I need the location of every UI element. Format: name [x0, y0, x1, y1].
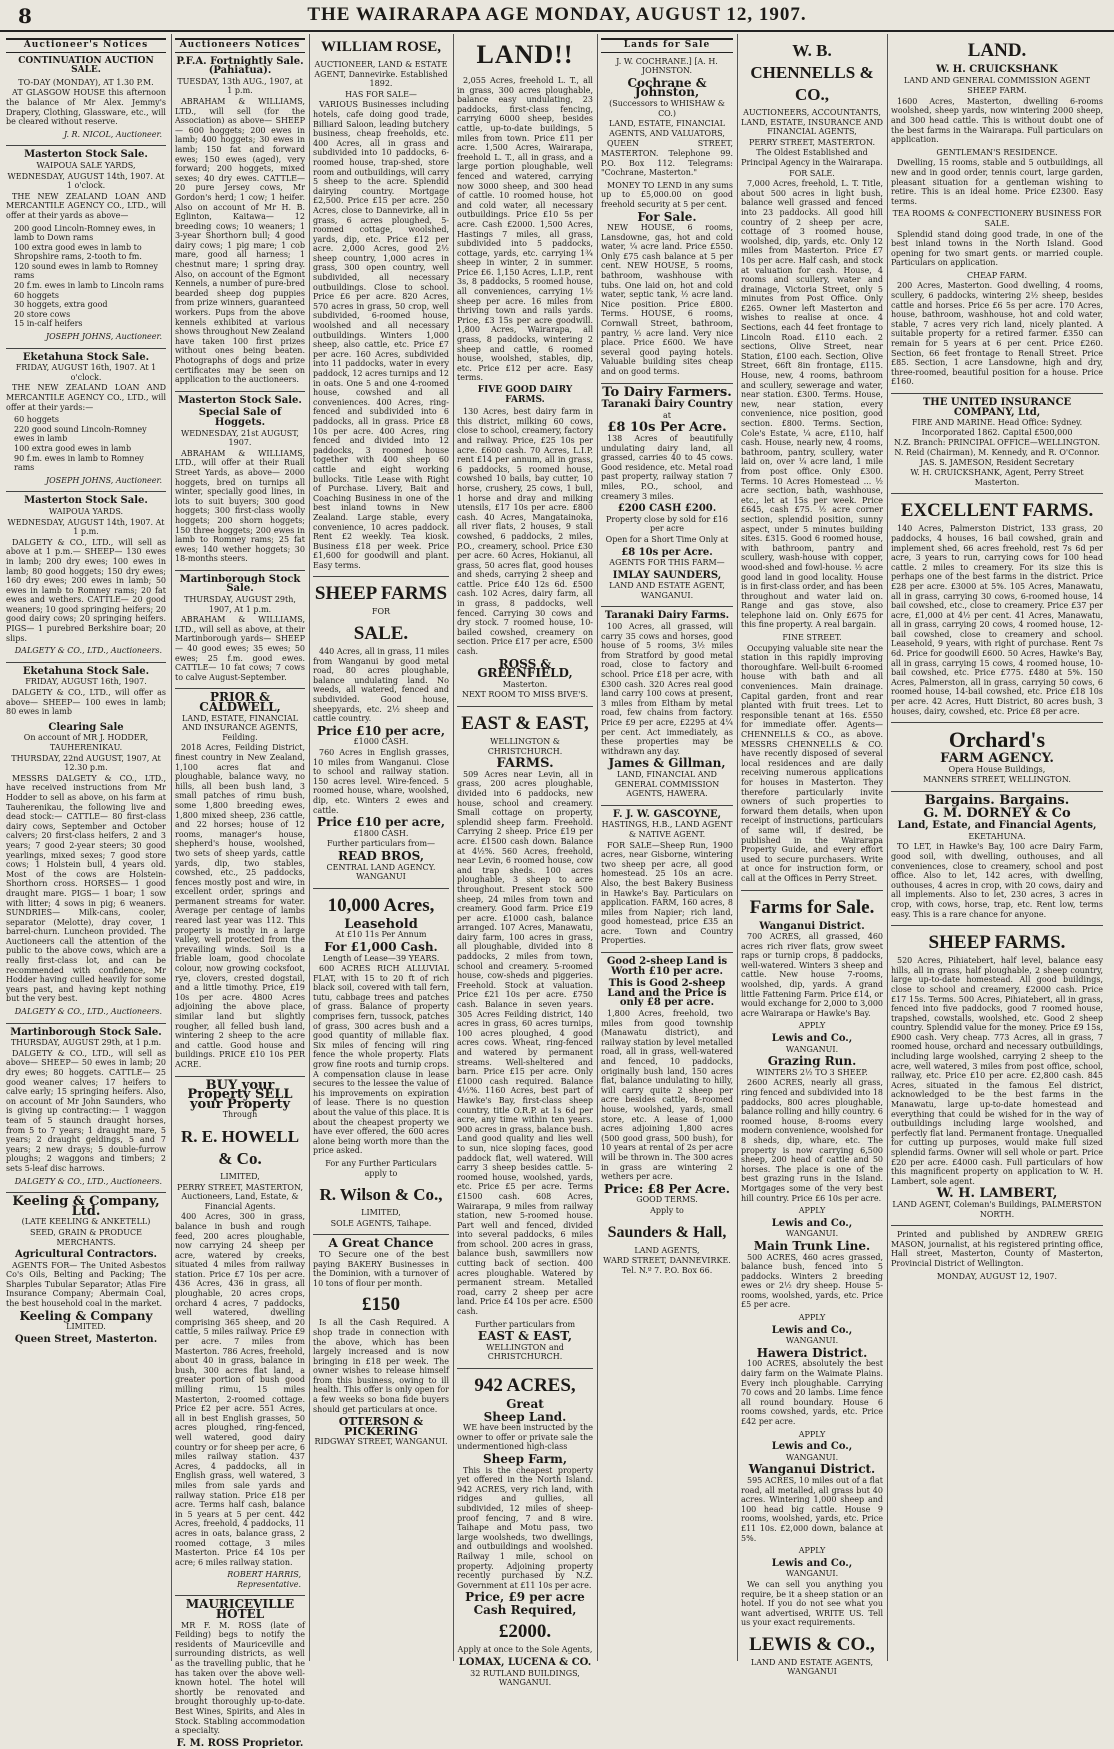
column-4	[457, 34, 593, 1688]
divider	[6, 662, 166, 663]
imprint: Printed and published by ANDREW GREIG MASON, journalist, at his registered printing office, Hall street, Masterton, County of Masterton, Provincial District of Wellington. MONDAY, AUGUST 12, 1907.	[891, 1230, 1103, 1281]
column-7	[891, 34, 1103, 1661]
masterton-stock-sale-ad: Masterton Stock Sale. WAIPOUA SALE YARDS, WEDNESDAY, AUGUST 14th, 1907. At 1 o'clock. THE NEW ZEALAND LOAN AND MERCANTILE AGENCY CO., LTD., will offer at their yards as above— 200 good Lincoln-Romney ewes, in lamb to Down rams 100 extra good ewes in lamb to Shropshire rams, 2-tooth to fm. 120 sound ewes in lamb to Romney rams 20 f.m. ewes in lamb to Lincoln rams 60 hoggets 30 hoggets, extra good 20 store cows 15 in-calf heifers JOSEPH JOHNS, Auctioneer.	[6, 149, 166, 342]
martinborough-sale-ad: Martinborough Stock Sale. THURSDAY, AUGUST 29th, 1907, At 1 p.m. ABRAHAM & WILLIAMS, LTD., will sell as above, at their Martinborough yards— SHEEP— 40 good ewes; 35 ewes; 50 ewes; 25 f.m. good ewes. CATTLE— 10 fat cows; 7 cows to calve August-September.	[175, 573, 305, 682]
excellent-farms-ad: EXCELLENT FARMS. 140 Acres, Palmerston District, 133 grass, 20 paddocks, 4 houses, 16 bail cowshed, grain and implement shed, 66 acres freehold, rest 7s 6d per acre, 3 years to run, carrying cows for 100 head cattle. 2 miles to creamery. For its size this is perhaps one of the best farms in the district. Price £28 per acre. £3000 at 5%. 105 Acres, Manawatu, all in grass, carrying 30 cows, 6-roomed house, 14 bail cowshed, etc., close to creamery. Price £37 per acre, £1,000 at 4½ per cent. 41 Acres, Manawatu, all in grass, carrying 20 cows, 4 roomed house, 12-bail cowshed, close to creamery and school. Leasehold, 9 years, with right of purchase. Rent 7s 6d. Price for goodwill £600. 50 Acres, Hawke's Bay, all in grass, carrying 15 cows, 4 roomed house, 10-bail cowshed, etc. Price £775. £480 at 5%. 150 Acres, Palmerston, all in grass, carrying 50 cows, 6 roomed house, 14-bail cowshed, etc. Price £18 10s per acre. 42 Acres, Hutt District, 80 acres bush, 3 houses, dairy, cowshed, etc. Price £8 per acre.	[891, 500, 1103, 716]
hoggets-sale-ad: Masterton Stock Sale. Special Sale of Hoggets. WEDNESDAY, 21st AUGUST, 1907. ABRAHAM & WILLIAMS, LTD., will offer at their Ruall Street Yards, as above— 2000 hoggets, bred on turnips all winter, specially good lines, in lots to suit buyers; 300 good hoggets; 300 first-class woolly hoggets; 200 shorn hoggets; 150 three hoggets; 200 ewes in lamb to Romney rams; 25 fat ewes; 140 wether hoggets; 30 18-months steers.	[175, 394, 305, 564]
lambert-ad: SHEEP FARMS. 520 Acres, Pihiatebert, half level, balance easy hills, all in grass, half ploughable, 2 sheep country, large up-to-date homestead. All good buildings, close to school and creamery, £2000 cash. Price £17 15s. Terms. 500 Acres, Pihiatebert, all in grass, fenced into five paddocks, good 7 roomed house, trapshed, cowstalls, woolshed, etc. Good 2 sheep country. Splendid value for the money. Price £9 15s, £900 cash. Very cheap. 773 Acres, all in grass, 7 roomed house, orchard and necessary outbuildings, including large woolshed, carrying 2 sheep to the acre, well watered, 3 miles from post office, school, railway, etc. Price £10 per acre. £2,800 cash. 845 Acres, situated in the famous Eel district, acknowledged to be the best farms in the Manawatu, large up-to-date homestead and everything that could be wished for in the way of outbuildings including large woolshed, and perfectly flat land. Permanent frontage. Unequalled for cutting up purposes, would make full sized splendid farms. Owner will sell whole or part. Price £20 per acre. £4000 cash. Full particulars of how this magnificent property on application to W. H. Lambert, sole agent. W. H. LAMBERT, LAND AGENT, Coleman's Buildings, PALMERSTON NORTH.	[891, 932, 1103, 1219]
divider	[175, 1595, 305, 1596]
sheep-land-ad: 942 ACRES, Great Sheep Land. WE have been instructed by the owner to offer or private sale the undermentioned high-class Sheep Farm, This is the cheapest property yet offered in the North Island. 942 ACRES, very rich land, with ridges and gullies, all subdivided, 12 miles of sheep-proof fencing, 7 and 8 wire. Taihape and Motu pass, two large woolsheds, two dwellings, and outbuildings and woolshed. Railway 1 mile, school on property. Adjoining property recently purchased by N.Z. Government at £11 10s per acre. Price, £9 per acre Cash Required, £2000. Apply at once to the Sole Agents, LOMAX, LUCENA & CO. 32 RUTLAND BUILDINGS, WANGANUI.	[457, 1375, 593, 1688]
column-rule	[309, 34, 310, 1661]
sheep-farms-ad: SHEEP FARMS FOR SALE. 440 Acres, all in grass, 11 miles from Wanganui by good metal road, 80 acres ploughable, balance undulating land. No weeds, all watered, fenced and subdivided. Good house, sheepyards, etc. 2½ sheep and cattle country. Price £10 per acre, £1000 CASH. 760 Acres in English grasses, 10 miles from Wanganui. Close to school and railway station. 150 acres level. Wire-fenced. 5 roomed house, whare, woolshed, dip, etc. Winters 2 ewes and cattle. Price £10 per acre, £1800 CASH. Further particulars from— READ BROS, CENTRAL LAND AGENCY. WANGANUI	[313, 583, 449, 882]
divider	[175, 688, 305, 689]
newspaper-title: THE WAIRARAPA AGE MONDAY, AUGUST 12, 1907.	[307, 4, 807, 25]
taranaki-dairy-farms-ad: Taranaki Dairy Farms. 100 Acres, all grassed, will carry 35 cows and horses, good house of 5 rooms, 3½ miles from Stratford by good metal road, close to factory and school. Price £18 per acre, with £300 cash. 320 Acres real good land carry 100 cows at present, 3 miles from Eltham by metal road, few chains from factory. Price £9 per acre, £2295 at 4¼ per cent. Act immediately, as these properties may be withdrawn any day. James & Gillman, LAND, FINANCIAL AND GENERAL COMMISSION AGENTS, HAWERA.	[601, 610, 733, 799]
eketahuna-stock-sale-ad: Eketahuna Stock Sale. FRIDAY, AUGUST 16th, 1907. At 1 o'clock. THE NEW ZEALAND LOAN AND MERCANTILE AGENCY CO., LTD., will offer at their yards:— 60 hoggets 220 good sound Lincoln-Romney ewes in lamb 100 extra good ewes in lamb 90 f.m. ewes in lamb to Romney rams JOSEPH JOHNS, Auctioneer.	[6, 351, 166, 485]
east-east-ad: EAST & EAST, WELLINGTON & CHRISTCHURCH. FARMS. 509 Acres near Levin, all in grass, 200 acres ploughable, divided into 6 paddocks, new house, school and creamery. Small cottage on property, splendid sheep farm. Freehold. Carrying 2 sheep. Price £19 per acre. £1500 cash down. Balance at 4½%. 560 Acres, freehold, near Levin, 6 roomed house, cow and trap sheds. 100 acres ploughable, 3 sheep to acre throughout. Present stock 500 sheep, 24 miles from town and creamery. Good farm. Price £19 per acre. £1000 cash, balance arranged. 107 Acres, Manawatu, dairy farm, 100 acres in grass, all ploughable, divided into 8 paddocks, 2 miles from town, school and creamery. 5-roomed house, cow-sheds and piggeries. Freehold. Stock at valuation. Price £21 10s per acre. £750 cash. Balance in seven years. 305 Acres Feilding district, 140 acres in grass, 60 acres turnips, 100 acres ploughed, 4 good acres cows. Wheat, ring-fenced and watered by permanent streams. Well-sheltered and barn. Price £15 per acre. Only £1000 cash required. Balance 4½%. 1160 Acres, best part of Hawke's Bay, first-class sheep country, title O.R.P. at 1s 6d per acre, any time within ten years. 900 acres in grass, balance bush. Land good quality and lies well to sun, nice sloping faces, good paddock flat, well watered. Will carry 3 sheep besides cattle. 5-roomed house, woolshed, yards, etc. Price £5 per acre. Terms £1500 cash. 608 Acres, Wairarapa, 9 miles from railway station, new 5-roomed house. Part well and fenced, divided into several paddocks, 6 miles from school. 200 acres in grass, balance bush, sawmillers now cutting back of section. 400 acres ploughable. Watered by permanent stream. Metalled road, carry 2 sheep per acre land. Price £4 10s per acre. £500 cash. Further particulars from EAST & EAST, WELLINGTON and CHRISTCHURCH.	[457, 713, 593, 1362]
column-rule	[737, 34, 738, 1661]
column-rule	[597, 34, 598, 1661]
leasehold-ad: 10,000 Acres, Leasehold At £10 11s Per Annum For £1,000 Cash. Length of Lease—39 YEARS. 600 ACRES RICH ALLUVIAL FLAT, with 15 to 20 ft of rich black soil, covered with tall fern, tutu, cabbage trees and patches of grass. Balance of property comprises fern, tussock, patches of grass, 300 acres bush and a good quantity of millable flax. Six miles of fencing will ring fence the whole property. Flats grow fine roots and turnip crops. A compensation clause in lease secures to the lessee the value of his improvements on expiration of lease. There is no question about the value of this place. It is about the cheapest property we have ever offered, the 600 acres alone being worth more than the price asked. For any Further Particulars apply to R. Wilson & Co., LIMITED, SOLE AGENTS, Taihape.	[313, 894, 449, 1228]
divider	[175, 570, 305, 571]
divider	[891, 925, 1103, 926]
martinborough-stock-sale-ad: Martinborough Stock Sale. THURSDAY, AUGUST 29th, at 1 p.m. DALGETY & CO., LTD., will sell as above— SHEEP— 50 ewes in lamb; 20 dry ewes; 80 hoggets. CATTLE— 25 good weaner calves; 17 heifers to calve early; 15 springing heifers. Also, on account of Mr John Saunders, who is giving up contracting:— 1 waggon team of 5 staunch draught horses, from 5 to 7 years; 1 draught mare, 5 years; 2 draught geldings, 5 and 7 years; 2 new drays; 5 double-furrow ploughs; 2 waggons and timbers; 2 sets 5-leaf disc harrows. DALGETY & CO., LTD., Auctioneers.	[6, 1026, 166, 1186]
column-3	[313, 34, 449, 1661]
howell-ad: BUY your Property SELL your Property Through R. E. HOWELL & Co. LIMITED, PERRY STREET, MASTERTON, Auctioneers, Land, Estate, & Financial Agents. 400 Acres, 300 in grass, balance in bush and rough feed, 200 acres ploughable, now carrying 24 sheep per acre, watered by creeks, situated 4 miles from railway station. Price £7 10s per acre. 436 Acres, 436 in grass, all ploughable, 20 acres crops, orchard 4 acres, 7 paddocks, well watered, dwelling comprising 365 sheep, and 20 cattle, 5 miles railway. Price £9 per acre. 7 miles from Masterton. 786 Acres, freehold, about 40 in grass, balance in bush, 300 acres flat land, a greater portion of bush good milling rimu, 15 miles Masterton, 2-roomed cottage. Price £2 per acre. 551 Acres, all in best English grasses, 50 acres ploughed, ring-fenced, well watered, good dairy country or for sheep per acre, 6 miles railway station. 437 Acres, 4 paddocks, all in English grass, well watered, 3 miles from sale yards and railway station. Price £18 per acre. Terms half cash, balance in 5 years at 5 per cent. 442 Acres, freehold, 4 paddocks, 11 acres in oats, balance grass, 2 roomed cottage, 3 miles Masterton. Price £4 10s per acre; 6 miles railway station. ROBERT HARRIS, Representative.	[175, 1077, 305, 1589]
divider	[6, 1192, 166, 1193]
divider	[313, 576, 449, 577]
page-number: 8	[18, 4, 32, 28]
section-bar: Auctioneer's Notices	[6, 38, 166, 53]
cochrane-johnston-ad: J. W. COCHRANE.] [A. H. JOHNSTON. Cochrane & Johnston, (Successors to WHISHAW & CO.) LAND, ESTATE, FINANCIAL AGENTS, AND VALUATORS, QUEEN STREET, MASTERTON. Telephone 99. P.O. Box 112. Telegrams: "Cochrane, Masterton." MONEY TO LEND in any sums up to £5,000.00 on good freehold security at 5 per cent. For Sale. NEW HOUSE, 6 rooms, Lansdowne, gas, hot and cold water, ¼ acre land. Price £550. Only £75 cash balance at 5 per cent. NEW HOUSE, 5 rooms, bathroom, washhouse with tubs. One laid on, hot and cold water, septic tank, ½ acre land. Nice position. Price £800. Terms. HOUSE, 6 rooms, Cornwall Street, bathroom, pantry, ½ acre land. Very nice place. Price £600. We have several good paying hotels. Valuable building sites cheap and on good terms.	[601, 56, 733, 376]
divider	[313, 888, 449, 889]
column-rule	[887, 34, 888, 1661]
column-rule	[453, 34, 454, 1661]
lewis-farms-ad: Farms for Sale. Wanganui District. 700 ACRES, all grassed, 460 acres rich river flats, grow sweet raps or turnip crops, 8 paddocks, well-watered. Winters 3 sheep and cattle. New house 7-rooms, woolshed, dip, yards. A grand little Fattening Farm. Price £14, or would exchange for 2,000 to 3,000 acre Wairarapa or Hawke's Bay. APPLY Lewis and Co., WANGANUI. Grazing Run. WINTERS 2½ TO 3 SHEEP. 2600 ACRES, nearly all grass, ring fenced and subdivided into 18 paddocks, 800 acres ploughable, balance rolling and hilly country. 6 roomed house, 8-rooms every modern convenience, woolshed for 8 sheds, dip, whare, etc. The property is now carrying 6,500 sheep, 200 head of cattle and 50 horses. The place is one of the best grazing runs in the Island. Mortgages some of the very best hill country. Price £6 10s per acre. APPLY Lewis and Co., WANGANUI. Main Trunk Line. 500 ACRES, 460 acres grassed, balance bush, fenced into 5 paddocks. Winters 2 breeding ewes or 2½ dry sheep. House 5-rooms, woolshed, yards, etc. Price £5 per acre. APPLY Lewis and Co., WANGANUI. Hawera District. 100 ACRES, absolutely the best dairy farm on the Waimate Plains. Every inch ploughable. Carrying 70 cows and 20 lambs. Lime fence all round boundary. House 6 rooms cowshed, yards, etc. Price £42 per acre. APPLY Lewis and Co., WANGANUI. Wanganui District. 595 ACRES, 10 miles out of a flat road, all metalled, all grass but 40 acres. Wintering 1,000 sheep and 100 head big cattle. House 9 rooms, woolshed, yards, etc. Price £11 10s. £2,000 down, balance at 5%. APPLY Lewis and Co., WANGANUI. We can sell you anything you require, be it a sheep station or an hotel. If you do not see what you want advertised, WRITE US. Tell us your exact requirements. LEWIS & CO., LAND AND ESTATE AGENTS, WANGANUI	[741, 896, 883, 1677]
divider	[6, 1023, 166, 1024]
continuation-auction-ad: CONTINUATION AUCTION SALE. TO-DAY (MONDAY), AT 1.30 P.M. AT GLASGOW HOUSE this afternoon the balance of Mr Alex. Jemmy's Drapery, Clothing, Glassware, etc., will be cleared without reserve. J. R. NICOL, Auctioneer.	[6, 55, 166, 139]
divider	[891, 493, 1103, 494]
prior-caldwell-ad: PRIOR & CALDWELL, LAND, ESTATE, FINANCIAL AND INSURANCE AGENTS, Feilding. 2018 Acres, Feilding District, finest country in New Zealand, 1,100 acres flat and ploughable, balance wavy, no hills, all been bush land, 3 small patches of rimu bush, some 1,800 breeding ewes, 1,800 mixed sheep, 236 cattle, and 22 horses; house of 12 rooms, manager's house, shepherd's house, woolshed, two sets of sheep yards, cattle yards, dip, two stables, cowshed, etc., 25 paddocks, fences mostly post and wire, in excellent order, springs and permanent streams for water. Average per centage of lambs reared last year was 112. This property is mostly in a large valley, well protected from the prevailing winds. Soil is a friable loam, good chocolate colour, now growing cocksfoot, rye, clovers, crested dogstail, and a little timothy. Price, £19 10s per acre. 4800 Acres adjoining the above place, similar land but slightly rougher, all felled bush land, wintering 2 sheep to the acre and cattle. Good house and buildings. PRICE £10 10s PER ACRE.	[175, 690, 305, 1069]
divider	[741, 890, 883, 891]
divider	[6, 348, 166, 349]
cruickshank-ad: LAND. W. H. CRUICKSHANK LAND AND GENERAL COMMISSION AGENT SHEEP FARM. 1600 Acres, Masterton, dwelling 6-rooms woolshed, sheep yards, now wintering 2000 sheep, and 300 head cattle. This is without doubt one of the best farms in the Wairarapa. Full particulars on application. GENTLEMAN'S RESIDENCE. Dwelling, 15 rooms, stable and 5 outbuildings, all new and in good order, tennis court, large garden, pleasant situation for a gentleman wishing to retire. This is an ideal home. Price £2300. Easy terms. TEA ROOMS & CONFECTIONERY BUSINESS FOR SALE. Splendid stand doing good trade, in one of the best inland towns in the North Island. Good opening for two smart gents. or married couple. Particulars on application. CHEAP FARM. 200 Acres, Masterton. Good dwelling, 4 rooms, scullery, 6 paddocks, wintering 2½ sheep, besides cattle and horses. Price £6 5s per acre. 170 Acres, house, bathroom, washhouse, hot and cold water, stable, 7 acres very rich land, nicely planted. A suitable property for a retired farmer. £350 can remain for 5 years at 6 per cent. Price £260. Section, 66 feet frontage to Renall Street. Price £85. Section, 1 acre Lansdowne, high and dry, three-roomed, beautiful position for a house. Price £160.	[891, 40, 1103, 387]
section-bar: Lands for Sale	[601, 38, 733, 53]
orchards-agency-ad: Orchard's FARM AGENCY. Opera House Buildings, MANNERS STREET, WELLINGTON.	[923, 727, 1071, 785]
divider	[601, 805, 733, 806]
section-bar: Auctioneers Notices	[175, 38, 305, 53]
divider	[175, 391, 305, 392]
masthead	[0, 0, 1114, 32]
clearing-sale-ad: Clearing Sale On account of MR J. HODDER, TAUHERENIKAU. THURSDAY, 22nd AUGUST, 1907, At 12.30 p.m. MESSRS DALGETY & CO., LTD., have received instructions from Mr Hodder to sell as above, on his farm at Tauherenikau, the following live and dead stock:— CATTLE— 80 first-class dairy cows, September and October calvers; 20 first-class heifers, 2 and 3 years; 7 good 2-year steers; 30 good yearlings, mixed sexes; 7 good store cows; 1 Holstein bull, 4 years old. Most of the cows are Holstein-Shorthorn cross. HORSES— 1 good draught mare. PIGS— 1 boar; 1 sow with litter; 4 sows in pig; 6 weaners. SUNDRIES— Milk-cans, cooler, separator (Melotte), dray cover, 1 barrel-churn. Luncheon provided. The Auctioneers call the attention of the public to the above cows, which are a really first-class lot, and can be recommended with confidence, Mr Hodder having culled heavily for some years past, and having kept nothing but the very best. DALGETY & CO., LTD., Auctioneers.	[6, 721, 166, 1017]
dairy-farmers-ad: To Dairy Farmers. Taranaki Dairy Country at £8 10s Per Acre. 138 Acres of beautifully undulating dairy land, all grassed, carries 40 to 45 cows. Good residence, etc. Metal road past property, railway station 7 miles, P.O., school, and creamery 3 miles. £200 CASH £200. Property close by sold for £16 per acre Open for a Short Time Only at £8 10s per Acre. AGENTS FOR THIS FARM— IMLAY SAUNDERS, LAND AND ESTATE AGENT, WANGANUI.	[601, 384, 733, 600]
divider	[6, 145, 166, 146]
column-rule	[171, 34, 172, 1661]
divider	[601, 606, 733, 607]
divider	[601, 383, 733, 384]
keeling-company-ad: Keeling & Company, Ltd. (LATE KEELING & ANKETELL) SEED, GRAIN & PRODUCE MERCHANTS. Agricultural Contractors. AGENTS FOR— The United Asbestos Co's Oils, Belting and Packing; The Sharples Tubular Separator; Atlas Fire Insurance Company; Abermain Coal, the best household coal in the market. Keeling & Company LIMITED. Queen Street, Masterton.	[6, 1194, 166, 1345]
column-1	[6, 34, 166, 1661]
masterton-stock-sale-2-ad: Masterton Stock Sale. WAIPOUA YARDS. WEDNESDAY, AUGUST 14th, 1907. At 1 p.m. DALGETY & CO., LTD., will sell as above at 1 p.m.— SHEEP— 130 ewes in lamb; 200 dry ewes; 100 ewes in lamb; 80 good hoggets; 150 dry ewes; 160 dry ewes; 200 ewes in lamb; 50 ewes in lamb to Romney rams; 20 fat ewes and wethers. CATTLE— 20 good weaners; 10 good springing heifers; 20 good dairy cows; 20 springing heifers. PIGS— 1 purebred Berkshire boar; 20 slips. DALGETY & CO., LTD., Auctioneers.	[6, 495, 166, 656]
saunders-hall-ad: Good 2-sheep Land is Worth £10 per acre. This is Good 2-sheep Land and the Price is only £8 per acre. 1,800 Acres, freehold, two miles from good township (Manawatu district), and railway station by level metalled road, all in grass, well-watered and fenced, 10 paddocks, originally bush land, 150 acres flat, balance undulating to hilly, will carry quite 2 sheep per acre besides cattle, 8-roomed house, woolshed, yards, small store, etc. A lease of 1,000 acres adjoining 1,800 acres (500 good grass, 500 bush), for 10 years at rental of 2s per acre will be thrown in. The 300 acres in grass are wintering 2 wethers per acre. Price: £8 Per Acre. GOOD TERMS. Apply to Saunders & Hall, LAND AGENTS, WARD STREET, DANNEVIRKE. Tel. N.º 7. P.O. Box 66.	[601, 956, 733, 1275]
divider	[6, 491, 166, 492]
divider	[457, 706, 593, 707]
william-rose-ad: WILLIAM ROSE, AUCTIONEER, LAND & ESTATE AGENT, Dannevirke. Established 1892. HAS FOR SALE— VARIOUS Businesses including hotels, cafe doing good trade, Billiard Saloon, leading butchery business, cheap freeholds, etc. 400 Acres, all in grass and subdivided into 10 paddocks, 6-roomed house, trap-shed, store room and outbuildings, will carry 5 sheep to the acre. Splendid dairying country. Mortgage £2,500. Price £15 per acre. 250 Acres, close to Dannevirke, all in grass, 6 acres ploughed, 5-roomed cottage, woolshed, yards, dip, etc. Price £12 per acre. 2,000 Acres, good 2½ sheep country, 1,000 acres in grass, 300 open country, well subdivided, all necessary outbuildings. Close to school. Price £6 per acre. 820 Acres, 570 acres in grass, 50 crop, well subdivided, 6-roomed house, woolshed and all necessary outbuildings. Winters 1,000 sheep, also cattle, etc. Price £7 per acre. 160 Acres, subdivided into 11 paddocks, water in every paddock, 12 acres turnips and 12 in oats. One 5 and one 4-roomed house, cowshed and all conveniences. 400 Acres, ring-fenced and subdivided into 6 paddocks, all in grass. Price £8 10s per acre. 400 Acres, ring fenced and divided into 12 paddocks, 3 roomed house together with 400 sheep 60 cattle and eight working bullocks. Title Lease with Right of Purchase. Livery, Bait and Coaching Business in one of the best inland towns in New Zealand. Large stable, every convenience, 10 acres paddock. Rent £2 weekly. Tea kiosk. Business £18 per week. Price £1,600 for goodwill and plant. Easy terms.	[313, 39, 449, 570]
mauriceville-hotel-ad: MAURICEVILLE HOTEL MR F. M. ROSS (late of Feilding) begs to notify the residents of Mauriceville and surrounding districts, as well as the travelling public, that he has taken over the above well-known hotel. The hotel will shortly be renovated and brought thoroughly up-to-date. Best Wines, Spirits, and Ales in Stock. Stabling accommodation a specialty. F. M. ROSS Proprietor.	[175, 1597, 305, 1749]
eketahuna-stock-sale-2-ad: Eketahuna Stock Sale. FRIDAY, AUGUST 16th, 1907. DALGETY & CO., LTD., will offer as above— SHEEP— 100 ewes in lamb; 80 ewes in lamb	[6, 665, 166, 717]
divider	[601, 952, 733, 953]
divider	[457, 1368, 593, 1369]
divider	[175, 1076, 305, 1077]
divider	[891, 1225, 1103, 1226]
divider	[891, 722, 1103, 723]
dorney-ad: Bargains. Bargains. G. M. DORNEY & Co Land, Estate, and Financial Agents, EKETAHUNA. TO LET, in Hawke's Bay, 100 acre Dairy Farm, good soil, with dwelling, outhouses, and all conveniences, close to creamery, school and post office. Also to let, 142 acres, with dwelling, outhouses, 4 acres in crop, with 20 cows, dairy and all implements. Also to let, 230 acres, 3 acres in crop, with cows, horse, trap, etc. Rent low, terms easy. This is a rare chance for anyone.	[891, 793, 1103, 919]
column-5	[601, 34, 733, 1661]
divider	[891, 791, 1103, 792]
chennells-ad: W. B. CHENNELLS & CO., AUCTIONEERS, ACCOUNTANTS, LAND, ESTATE, INSURANCE AND FINANCIAL AGENTS, PERRY STREET, MASTERTON. The Oldest Established and Principal Agency in the Wairarapa. FOR SALE. 7,000 Acres, freehold, L. T. Title, about 500 acres in light bush, balance well grassed and fenced into 23 paddocks. All good hill country of 2 sheep per acre, cottage of 3 roomed house, woolshed, dip, yards, etc. Only 12 miles from Masterton. Price £7 10s per acre. Half cash, and stock at valuation for cash. House, 4 rooms and scullery, water and drainage, Victoria Street, only 5 minutes from Post Office. Only £265. Owner left Masterton and wishes to realise at once. 4 Sections, each 44 feet frontage to Lincoln Road. £110 each. 2 sections, Olive Street, near Station, £100 each. Section, Olive Street, 66ft 8in frontage, £115. House, new, 4 rooms, bathroom and scullery, sewerage and water, near station. £300. Terms. House, new, near station, every convenience, nice position, good section. £800. Terms. Section, Cole's Estate, ¼ acre, £110, half cash. House, nearly new, 4 rooms, bathroom, pantry, scullery, water laid on, over ¼ acre land, 1 mile from post office. Only £300. Terms. 10 Acres Homestead ... ½ acre section, bath, washhouse, etc., let at 15s per week. Price £645, cash £75. ½ acre corner section, splendid position, sunny aspect, under 5 minutes building sites. £315. Good 6 roomed house, with bathroom, pantry and scullery, wash-house with copper, wood-shed and fowl-house. ½ acre good land in good locality. House is in first-class order, and has been throughout and water laid on. Range and gas stove, also telephone laid on. Only £675 for this fine property. A real bargain. FINE STREET. Occupying valuable site near the station in this rapidly improving thoroughfare. Well-built 6-roomed house with bath and all conveniences. Main drainage. Capital garden, front and rear planted with fruit trees. Let to responsible tenant at 16s. £550 for immediate offer. Agents—CHENNELLS & CO., as above. MESSRS CHENNELLS & CO. have recently disposed of several local residences and are daily receiving numerous applications for houses in Masterton. They therefore particularly invite owners of such properties to forward them details, when upon receipt of instructions, particulars of same will, if desired, be published in the Wairarapa Property Guide, and every effort used to secure purchasers. Write at once for instruction form, or call at the Offices in Perry Street.	[741, 41, 884, 883]
column-6	[741, 34, 884, 1677]
pfa-sale-ad: P.F.A. Fortnightly Sale. (Pahiatua). TUESDAY, 13th AUG., 1907, at 1 p.m. ABRAHAM & WILLIAMS, LTD., will sell (for the Association) as above— SHEEP— 600 hoggets; 200 ewes in lamb; 400 hoggets; 30 ewes in lamb; 150 fat and forward ewes; 150 ewes (aged), very forward; 200 hoggets, mixed sexes; 40 dry ewes. CATTLE— 20 pure Jersey cows, Mr Gordon's herd; 1 cow; 1 heifer. Also on account of Mr H. B. Eglinton, Kaitawa— 12 breeding cows; 10 weaners; 1 3-year Shorthorn bull; 4 good dairy cows; 1 pig mare; 1 cob mare, good all harness; 1 chestnut mare; 1 spring dray. Also, on account of the Egmont Kennels, a number of pure-bred bearded sheep dog puppies from prize winners, guaranteed workers. Pups from the above kennels exhibited at various shows throughout New Zealand have taken 100 first prizes without ones being beaten. Photographs of dogs and prize certificates may be seen on application to the auctioneers.	[175, 55, 305, 385]
land-ad: LAND!! 2,055 Acres, freehold L. T., all in grass, 300 acres ploughable, balance easy undulating, 23 paddocks, first-class fencing, carrying 6000 sheep, besides cattle, up-to-date buildings, 5 miles from town. Price £11 per acre. 1,500 Acres, Wairarapa, freehold L. T., all in grass, and a large portion ploughable, well fenced and watered, carrying now 3000 sheep, and 300 head of cattle. 10 roomed house, hot and cold water, all necessary outbuildings. Price £10 5s per acre. Cash £2000. 1,500 Acres, Hastings 7 miles, all grass, subdivided into 5 paddocks, cottage, yards, etc. carrying 1¾ sheep in winter, 2 in summer. Price £6. 1,150 Acres, L.I.P., rent 3s, 8 paddocks, 5 roomed house, all conveniences, carrying 1½ sheep per acre. 16 miles from thriving town and rails yards. Price, £3 15s per acre goodwill. 1,800 Acres, Wairarapa, all grass, 8 paddocks, wintering 2 sheep and cattle, 6 roomed house, woolshed, stables, dip, etc. Price £12 per acre. Easy terms. FIVE GOOD DAIRY FARMS. 130 Acres, best dairy farm in this district, milking 60 cows, close to school, creamery, factory and railway. Price, £25 10s per acre. £600 cash. 70 Acres, L.I.P. rent £14 per annum, all in grass, 6 paddocks, 5 roomed house, cowshed 10 bails, bay cutter, 10 horse, crushery, 25 cows, 1 bull, 1 horse and dray and milking utensils, £17 10s per acre. £800 cash. 40 Acres, Mangatainoka, all river flats, 2 houses, 9 stall cowshed, 6 paddocks, 2 miles, P.O., creamery, school. Price £30 per acre. 60 Acres, Hokianui, all grass, 50 acres flat, good houses and sheds, carrying 2 sheep and cattle. Price £40 12s 6d. £500 cash. 102 Acres, dairy farm, all in grass, 8 paddocks, well fenced. Carrying 30 cows and dry stock. 7 roomed house, 10-bailed cowshed, creamery on section. Price £17 per acre, £500 cash. ROSS & GREENFIELD, Masterton. NEXT ROOM TO MISS BIVE'S.	[457, 40, 593, 700]
gascoyne-ad: F. J. W. GASCOYNE, HASTINGS, H.B., LAND AGENT & NATIVE AGENT. FOR SALE—Sheep Run, 1900 acres, near Gisborne, wintering two sheep per acre, all good homestead. 25 10s an acre. Also, the best Bakery Business in Hawke's Bay. Particulars on application. FARM, 160 acres, 8 miles from Napier; rich land, good homestead, price £35 an acre. Town and Country Properties.	[601, 808, 733, 946]
column-2	[175, 34, 305, 1749]
divider	[313, 1234, 449, 1235]
united-insurance-ad: THE UNITED INSURANCE COMPANY, Ltd, FIRE AND MARINE. Head Office: Sydney. Incorporated 1862. Capital £500,000 N.Z. Branch: PRINCIPAL OFFICE—WELLINGTON. N. Reid (Chairman), M. Kennedy, and R. O'Connor. JAS. S. JAMESON, Resident Secretary W. H. CRUICKSHANK, Agent, Perry Street Masterton.	[893, 397, 1101, 487]
bakery-chance-ad: A Great Chance TO Secure one of the best paying BAKERY Businesses in the Dominion, with a turnover of 10 tons of flour per month. £150 Is all the Cash Required. A shop trade in connection with the above, which has been largely increased and is now bringing in £18 per week. The owner wishes to release himself from this business, owing to ill health. This offer is only open for a few weeks so bona fide buyers should get particulars at once. OTTERSON & PICKERING RIDGWAY STREET, WANGANUI.	[313, 1236, 449, 1447]
stock-list: 200 good Lincoln-Romney ewes, in lamb to Down rams 100 extra good ewes in lamb to Shropshire rams, 2-tooth to fm. 120 sound ewes in lamb to Romney rams 20 f.m. ewes in lamb to Lincoln rams 60 hoggets 30 hoggets, extra good 20 store cows 15 in-calf heifers	[14, 223, 164, 329]
divider	[891, 393, 1103, 394]
